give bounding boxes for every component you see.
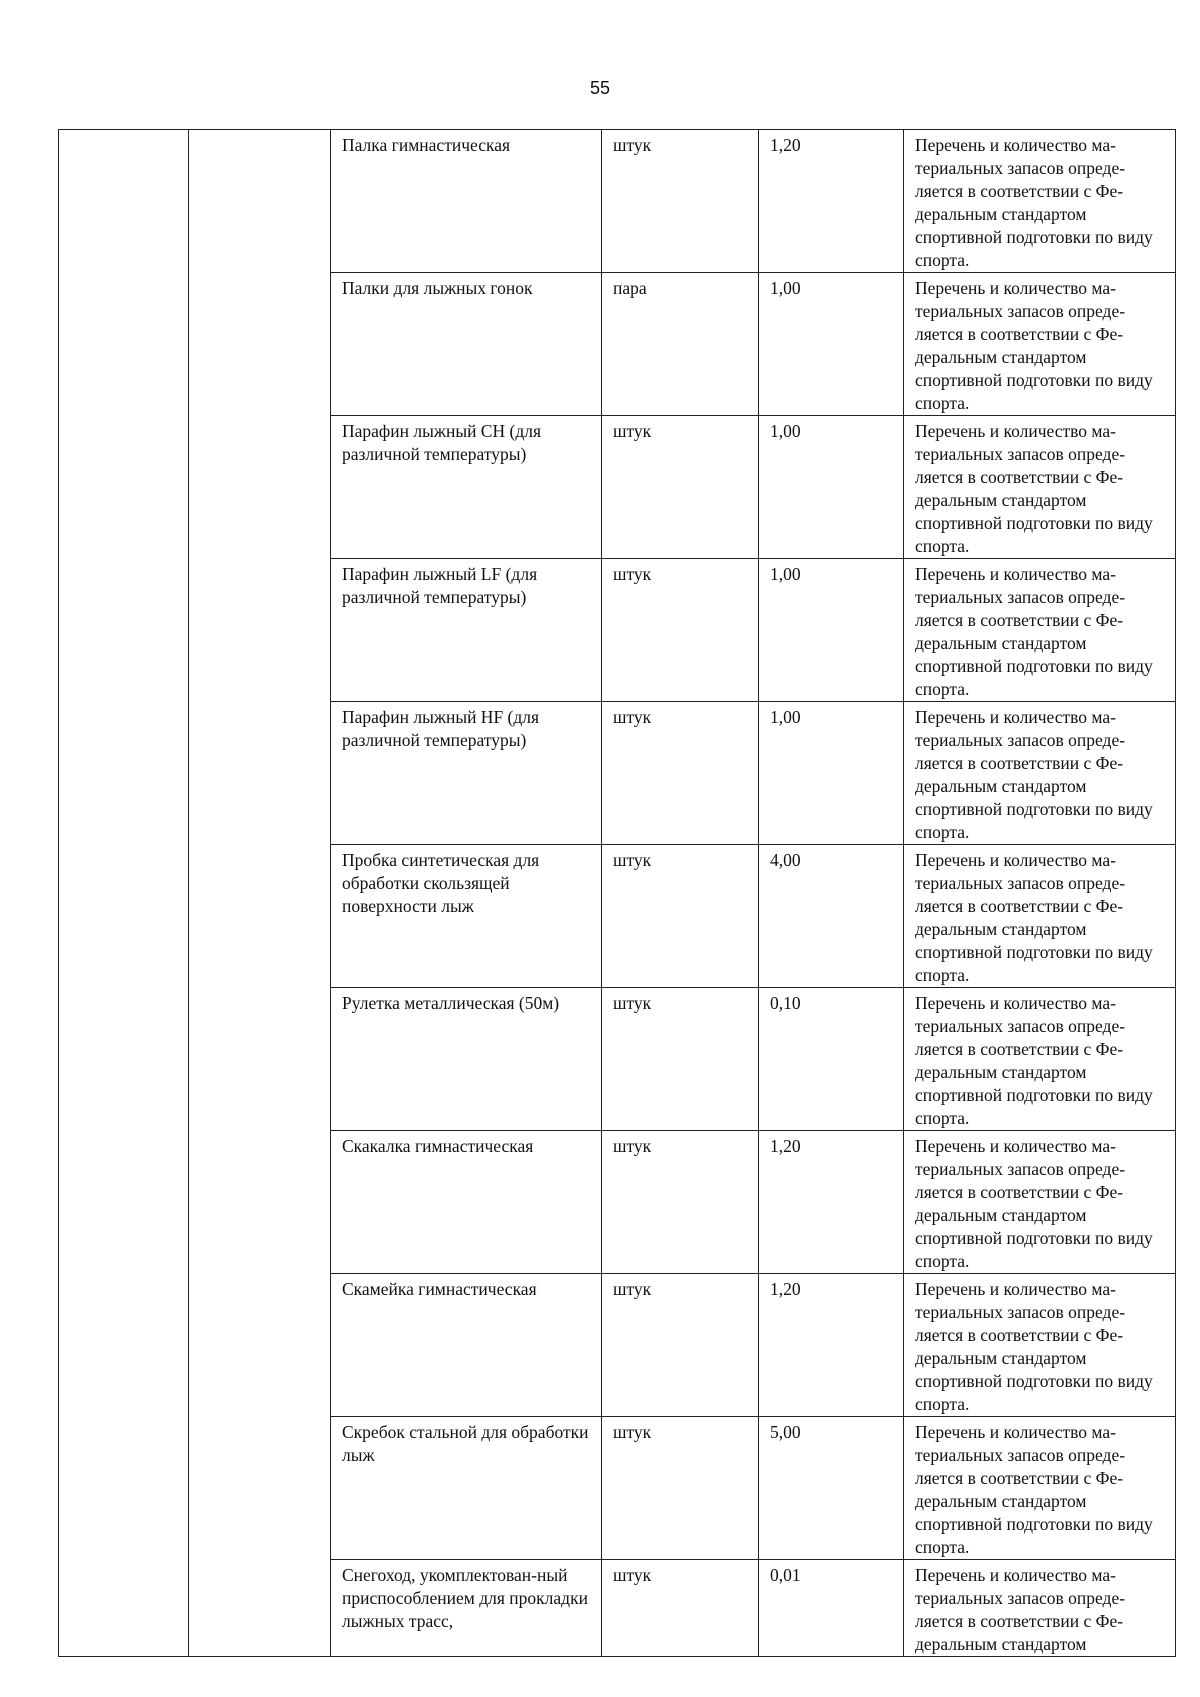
table-row — [59, 845, 1176, 988]
table-row — [59, 559, 1176, 702]
table-row — [59, 130, 1176, 273]
empty-cell-2 — [189, 1560, 331, 1657]
quantity-cell: 5,00 — [759, 1417, 904, 1560]
quantity-cell: 1,00 — [759, 416, 904, 559]
table-row — [59, 1274, 1176, 1417]
item-name-cell: Парафин лыжный HF (для различной температуры) — [331, 702, 602, 845]
quantity-cell: 1,20 — [759, 1131, 904, 1274]
note-cell: Перечень и количество ма-териальных запасов опреде-ляется в соответствии с Фе-деральным стандартом спортивной подготовки по виду спорта. — [904, 1274, 1176, 1417]
table-row — [59, 273, 1176, 416]
note-cell: Перечень и количество ма-териальных запасов опреде-ляется в соответствии с Фе-деральным стандартом спортивной подготовки по виду спорта. — [904, 559, 1176, 702]
item-name-cell: Парафин лыжный LF (для различной температуры) — [331, 559, 602, 702]
unit-cell: штук — [602, 1417, 759, 1560]
empty-cell-2 — [189, 1274, 331, 1417]
table-row — [59, 988, 1176, 1131]
empty-cell-1 — [59, 1417, 189, 1560]
empty-cell-2 — [189, 130, 331, 273]
note-cell: Перечень и количество ма-териальных запасов опреде-ляется в соответствии с Фе-деральным стандартом спортивной подготовки по виду спорта. — [904, 988, 1176, 1131]
quantity-cell: 1,00 — [759, 559, 904, 702]
unit-cell: штук — [602, 988, 759, 1131]
table-body — [59, 130, 1176, 1657]
empty-cell-2 — [189, 559, 331, 702]
quantity-cell: 1,00 — [759, 702, 904, 845]
empty-cell-1 — [59, 988, 189, 1131]
unit-cell: штук — [602, 416, 759, 559]
empty-cell-2 — [189, 845, 331, 988]
table-row — [59, 1131, 1176, 1274]
empty-cell-2 — [189, 1417, 331, 1560]
quantity-cell: 0,01 — [759, 1560, 904, 1657]
note-cell: Перечень и количество ма-териальных запасов опреде-ляется в соответствии с Фе-деральным стандартом спортивной подготовки по виду спорта. — [904, 416, 1176, 559]
note-cell: Перечень и количество ма-териальных запасов опреде-ляется в соответствии с Фе-деральным стандартом спортивной подготовки по виду спорта. — [904, 1131, 1176, 1274]
table-row — [59, 1417, 1176, 1560]
quantity-cell: 1,20 — [759, 130, 904, 273]
item-name-cell: Скамейка гимнастическая — [331, 1274, 602, 1417]
quantity-cell: 0,10 — [759, 988, 904, 1131]
empty-cell-2 — [189, 1131, 331, 1274]
quantity-cell: 1,00 — [759, 273, 904, 416]
note-cell: Перечень и количество ма-териальных запасов опреде-ляется в соответствии с Фе-деральным стандартом спортивной подготовки по виду спорта. — [904, 845, 1176, 988]
item-name-cell: Скакалка гимнастическая — [331, 1131, 602, 1274]
unit-cell: штук — [602, 1274, 759, 1417]
unit-cell: штук — [602, 559, 759, 702]
unit-cell: штук — [602, 130, 759, 273]
table-row — [59, 702, 1176, 845]
note-cell: Перечень и количество ма-териальных запасов опреде-ляется в соответствии с Фе-деральным стандартом — [904, 1560, 1176, 1657]
unit-cell: штук — [602, 702, 759, 845]
note-cell: Перечень и количество ма-териальных запасов опреде-ляется в соответствии с Фе-деральным стандартом спортивной подготовки по виду спорта. — [904, 273, 1176, 416]
item-name-cell: Рулетка металлическая (50м) — [331, 988, 602, 1131]
note-cell: Перечень и количество ма-териальных запасов опреде-ляется в соответствии с Фе-деральным стандартом спортивной подготовки по виду спорта. — [904, 1417, 1176, 1560]
quantity-cell: 4,00 — [759, 845, 904, 988]
empty-cell-1 — [59, 416, 189, 559]
unit-cell: штук — [602, 1560, 759, 1657]
unit-cell: штук — [602, 845, 759, 988]
empty-cell-2 — [189, 416, 331, 559]
unit-cell: штук — [602, 1131, 759, 1274]
empty-cell-1 — [59, 130, 189, 273]
note-cell: Перечень и количество ма-териальных запасов опреде-ляется в соответствии с Фе-деральным стандартом спортивной подготовки по виду спорта. — [904, 130, 1176, 273]
empty-cell-1 — [59, 273, 189, 416]
item-name-cell: Палки для лыжных гонок — [331, 273, 602, 416]
empty-cell-1 — [59, 702, 189, 845]
page-number: 55 — [589, 78, 611, 98]
item-name-cell: Палка гимнастическая — [331, 130, 602, 273]
empty-cell-2 — [189, 273, 331, 416]
item-name-cell: Пробка синтетическая для обработки скользящей поверхности лыж — [331, 845, 602, 988]
empty-cell-1 — [59, 1131, 189, 1274]
empty-cell-2 — [189, 702, 331, 845]
equipment-table — [58, 129, 1176, 1657]
item-name-cell: Парафин лыжный CH (для различной температуры) — [331, 416, 602, 559]
item-name-cell: Скребок стальной для обработки лыж — [331, 1417, 602, 1560]
empty-cell-2 — [189, 988, 331, 1131]
table-row — [59, 416, 1176, 559]
empty-cell-1 — [59, 1560, 189, 1657]
empty-cell-1 — [59, 559, 189, 702]
unit-cell: пара — [602, 273, 759, 416]
note-cell: Перечень и количество ма-териальных запасов опреде-ляется в соответствии с Фе-деральным стандартом спортивной подготовки по виду спорта. — [904, 702, 1176, 845]
empty-cell-1 — [59, 1274, 189, 1417]
item-name-cell: Снегоход, укомплектован-ный приспособлением для прокладки лыжных трасс, — [331, 1560, 602, 1657]
empty-cell-1 — [59, 845, 189, 988]
table-row — [59, 1560, 1176, 1657]
quantity-cell: 1,20 — [759, 1274, 904, 1417]
